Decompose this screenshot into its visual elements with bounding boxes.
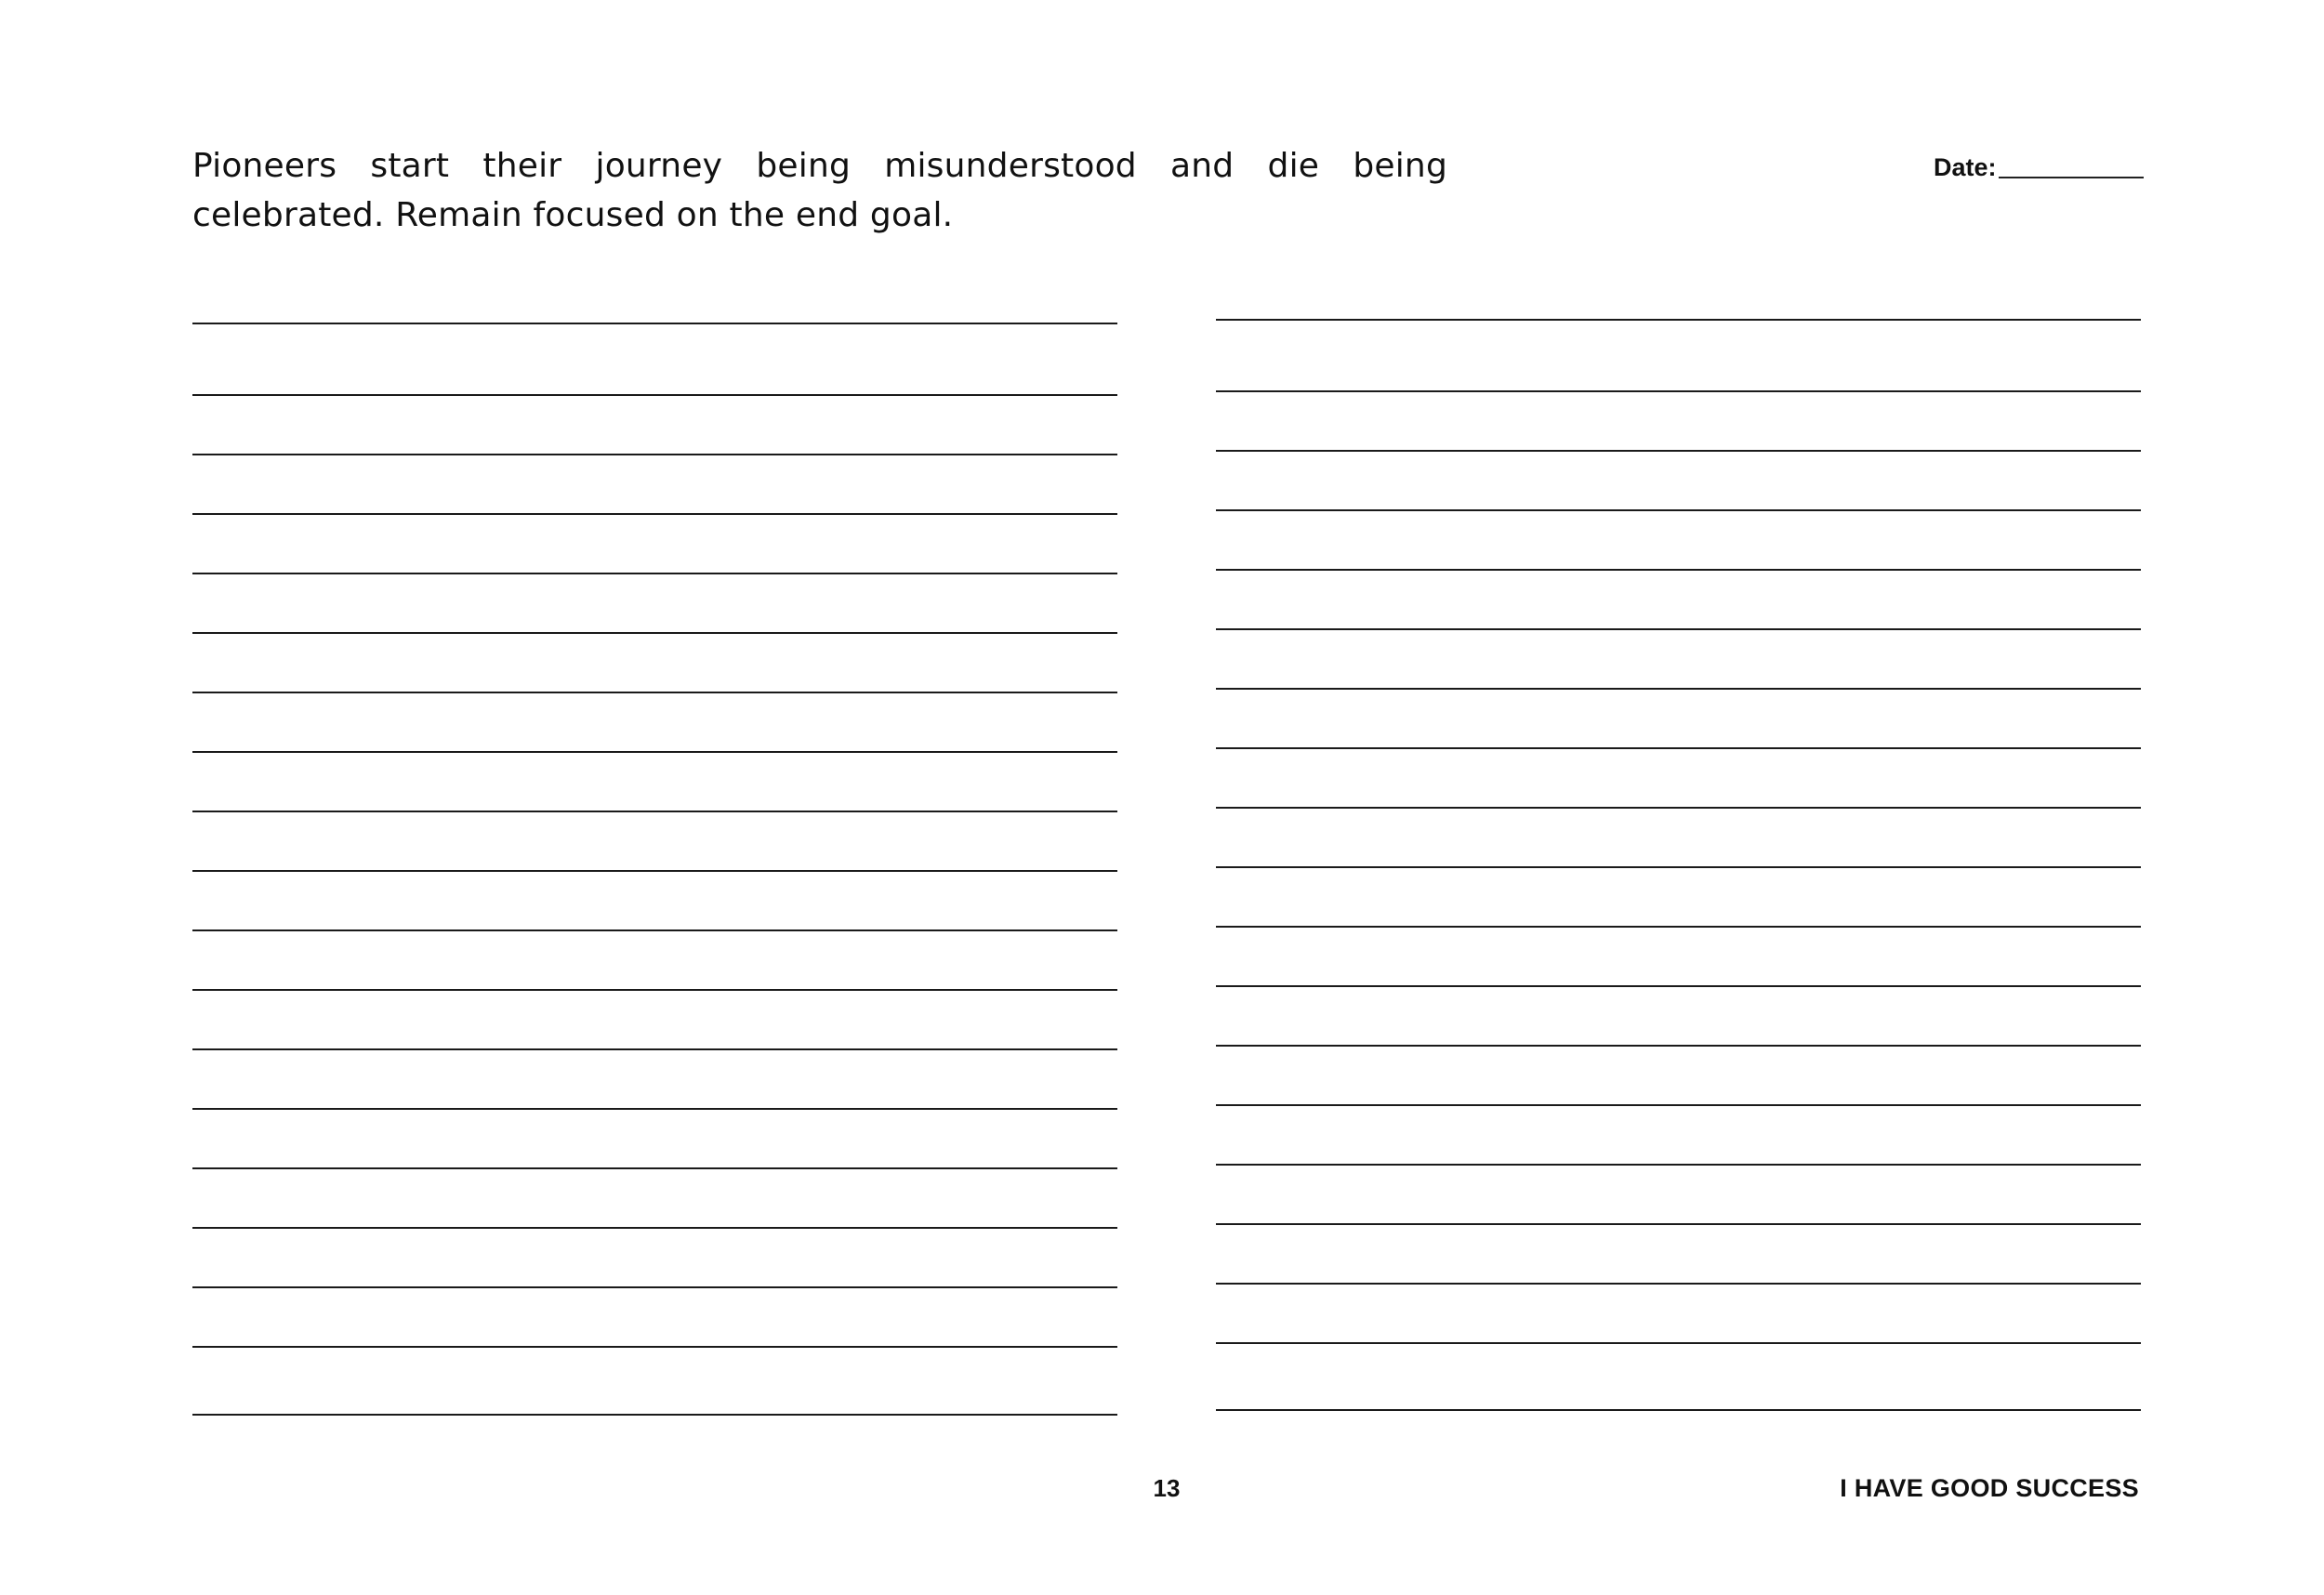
writing-line[interactable] xyxy=(192,1286,1117,1288)
writing-line[interactable] xyxy=(192,870,1117,872)
writing-line[interactable] xyxy=(1216,747,2141,749)
writing-line[interactable] xyxy=(192,929,1117,931)
writing-line[interactable] xyxy=(192,1108,1117,1110)
writing-line[interactable] xyxy=(192,513,1117,515)
writing-line[interactable] xyxy=(192,1346,1117,1348)
writing-line[interactable] xyxy=(192,811,1117,812)
writing-line[interactable] xyxy=(1216,450,2141,452)
writing-line[interactable] xyxy=(1216,866,2141,868)
writing-line[interactable] xyxy=(192,1048,1117,1050)
writing-line[interactable] xyxy=(1216,569,2141,571)
writing-line[interactable] xyxy=(192,1227,1117,1229)
left-writing-column xyxy=(192,0,1117,1595)
writing-line[interactable] xyxy=(1216,628,2141,630)
writing-line[interactable] xyxy=(192,989,1117,991)
writing-line[interactable] xyxy=(1216,1223,2141,1225)
writing-line[interactable] xyxy=(1216,1104,2141,1106)
writing-line[interactable] xyxy=(1216,1164,2141,1166)
writing-line[interactable] xyxy=(192,1414,1117,1416)
writing-line[interactable] xyxy=(1216,926,2141,928)
book-title: I HAVE GOOD SUCCESS xyxy=(1840,1474,2139,1502)
writing-line[interactable] xyxy=(192,454,1117,455)
writing-line[interactable] xyxy=(1216,807,2141,809)
writing-line[interactable] xyxy=(192,394,1117,396)
writing-line[interactable] xyxy=(1216,1409,2141,1411)
writing-line[interactable] xyxy=(192,573,1117,574)
writing-line[interactable] xyxy=(1216,1045,2141,1047)
page-number: 13 xyxy=(1153,1474,1181,1502)
right-writing-column xyxy=(1216,0,2141,1595)
date-label: Date: xyxy=(1934,153,1997,181)
writing-line[interactable] xyxy=(1216,688,2141,690)
writing-line[interactable] xyxy=(192,751,1117,753)
writing-line[interactable] xyxy=(192,323,1117,324)
quote-text: Pioneers start their journey being misunderstood and die being celebrated. Remain focused on the end goal. xyxy=(192,147,1447,234)
writing-line[interactable] xyxy=(1216,390,2141,392)
writing-line[interactable] xyxy=(1216,985,2141,987)
writing-line[interactable] xyxy=(1216,509,2141,511)
writing-line[interactable] xyxy=(1216,1342,2141,1344)
writing-line[interactable] xyxy=(192,632,1117,634)
writing-line[interactable] xyxy=(192,1167,1117,1169)
writing-line[interactable] xyxy=(192,692,1117,693)
writing-line[interactable] xyxy=(1216,1283,2141,1285)
writing-line[interactable] xyxy=(1216,319,2141,321)
